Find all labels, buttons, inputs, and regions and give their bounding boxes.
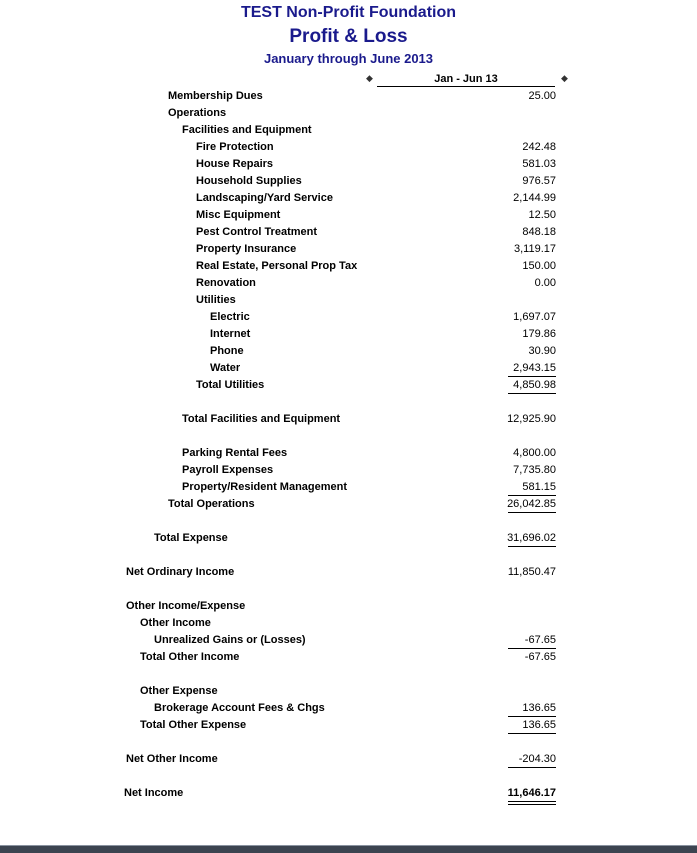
pl-row-brokerage-fees[interactable] (0, 700, 697, 717)
subtotal-rule (508, 546, 556, 547)
row-label: Payroll Expenses (182, 464, 274, 476)
pl-row-house-repairs[interactable] (0, 156, 697, 173)
pl-row-net-ordinary-income[interactable] (0, 564, 697, 581)
pl-row-total-operations[interactable] (0, 496, 697, 513)
subtotal-rule (508, 733, 556, 734)
subtotal-rule (508, 512, 556, 513)
pl-row-pest-control[interactable] (0, 224, 697, 241)
report-title: Profit & Loss (289, 26, 408, 47)
row-label: Other Income/Expense (126, 600, 246, 612)
row-amount: 12,925.90 (507, 413, 556, 425)
company-name: TEST Non-Profit Foundation (240, 4, 457, 21)
row-label: Real Estate, Personal Prop Tax (196, 260, 358, 272)
pl-row-household-supplies[interactable] (0, 173, 697, 190)
pl-row-membership-dues[interactable] (0, 88, 697, 105)
row-amount: -67.65 (524, 651, 556, 663)
pl-row-unrealized-gains[interactable] (0, 632, 697, 649)
row-amount: 136.65 (522, 702, 556, 714)
row-label: Net Other Income (126, 753, 218, 765)
pl-row-net-other-income[interactable] (0, 751, 697, 768)
row-amount: 31,696.02 (507, 532, 556, 544)
pl-row-misc-equipment[interactable] (0, 207, 697, 224)
row-label: Total Expense (154, 532, 228, 544)
row-label: Net Income (124, 787, 184, 799)
pl-row-total-other-expense[interactable] (0, 717, 697, 734)
row-label: Total Other Income (140, 651, 240, 663)
pl-row-internet[interactable] (0, 326, 697, 343)
row-label: Landscaping/Yard Service (196, 192, 333, 204)
row-label: Utilities (196, 294, 236, 306)
row-amount: 25.00 (528, 90, 556, 102)
subtotal-rule (508, 393, 556, 394)
row-amount: 26,042.85 (507, 498, 556, 510)
row-amount: 242.48 (522, 141, 556, 153)
row-label: Water (210, 362, 241, 374)
pl-row-total-expense[interactable] (0, 530, 697, 547)
pl-row-phone[interactable] (0, 343, 697, 360)
row-label: Total Operations (168, 498, 255, 510)
row-amount: 12.50 (528, 209, 556, 221)
net-income-double-rule (508, 801, 556, 805)
row-label: Pest Control Treatment (196, 226, 318, 238)
pl-row-property-management[interactable] (0, 479, 697, 496)
row-label: Parking Rental Fees (182, 447, 288, 459)
subtotal-rule (508, 767, 556, 768)
row-amount: 3,119.17 (513, 243, 556, 255)
row-amount: 976.57 (522, 175, 556, 187)
row-amount: 2,943.15 (513, 362, 556, 374)
row-amount: 179.86 (522, 328, 556, 340)
row-amount: 30.90 (528, 345, 556, 357)
column-right-marker-icon: ◆ (561, 73, 568, 83)
row-amount: 581.03 (522, 158, 556, 170)
row-amount: 4,800.00 (513, 447, 556, 459)
column-header[interactable]: Jan - Jun 13 (377, 73, 555, 87)
row-label: Total Other Expense (140, 719, 247, 731)
pl-row-total-facilities[interactable] (0, 411, 697, 428)
row-label: Fire Protection (196, 141, 274, 153)
pl-row-other-income-expense[interactable] (0, 598, 697, 615)
pl-row-net-income[interactable] (0, 785, 697, 802)
row-amount: 7,735.80 (513, 464, 556, 476)
row-label: Electric (210, 311, 250, 323)
row-amount: -67.65 (524, 634, 556, 646)
row-label: Total Utilities (196, 379, 265, 391)
row-label: Phone (210, 345, 244, 357)
row-label: Operations (168, 107, 227, 119)
row-amount: 11,646.17 (507, 787, 556, 799)
pl-row-total-other-income[interactable] (0, 649, 697, 666)
row-label: Internet (210, 328, 251, 340)
row-amount: 2,144.99 (513, 192, 556, 204)
row-amount: 0.00 (534, 277, 556, 289)
pl-row-parking-fees[interactable] (0, 445, 697, 462)
row-amount: 4,850.98 (513, 379, 556, 391)
pl-row-renovation[interactable] (0, 275, 697, 292)
row-label: Property/Resident Management (182, 481, 348, 493)
pl-row-electric[interactable] (0, 309, 697, 326)
row-label: Other Income (140, 617, 211, 629)
row-label: Membership Dues (168, 90, 263, 102)
row-amount: 581.15 (522, 481, 556, 493)
row-amount: 11,850.47 (507, 566, 556, 578)
pl-row-payroll[interactable] (0, 462, 697, 479)
pl-row-water[interactable] (0, 360, 697, 377)
pl-row-other-income[interactable] (0, 615, 697, 632)
pl-row-operations[interactable] (0, 105, 697, 122)
row-label: Property Insurance (196, 243, 297, 255)
row-label: House Repairs (196, 158, 274, 170)
row-amount: 1,697.07 (513, 311, 556, 323)
column-left-marker-icon[interactable]: ◆ (366, 73, 373, 83)
pl-row-total-utilities[interactable] (0, 377, 697, 394)
row-label: Household Supplies (196, 175, 302, 187)
window-bottom-edge (0, 846, 697, 853)
row-amount: -204.30 (518, 753, 556, 765)
pl-row-real-estate-tax[interactable] (0, 258, 697, 275)
row-label: Facilities and Equipment (182, 124, 312, 136)
row-label: Other Expense (140, 685, 218, 697)
pl-row-facilities[interactable] (0, 122, 697, 139)
row-label: Total Facilities and Equipment (182, 413, 341, 425)
row-amount: 150.00 (522, 260, 556, 272)
pl-row-landscaping[interactable] (0, 190, 697, 207)
row-amount: 136.65 (522, 719, 556, 731)
pl-row-utilities[interactable] (0, 292, 697, 309)
row-label: Brokerage Account Fees & Chgs (154, 702, 325, 714)
row-label: Unrealized Gains or (Losses) (154, 634, 306, 646)
pl-row-fire-protection[interactable] (0, 139, 697, 156)
pl-row-property-insurance[interactable] (0, 241, 697, 258)
report-period: January through June 2013 (263, 51, 434, 66)
pl-row-other-expense[interactable] (0, 683, 697, 700)
row-label: Misc Equipment (196, 209, 281, 221)
row-amount: 848.18 (522, 226, 556, 238)
row-label: Renovation (196, 277, 256, 289)
row-label: Net Ordinary Income (126, 566, 235, 578)
